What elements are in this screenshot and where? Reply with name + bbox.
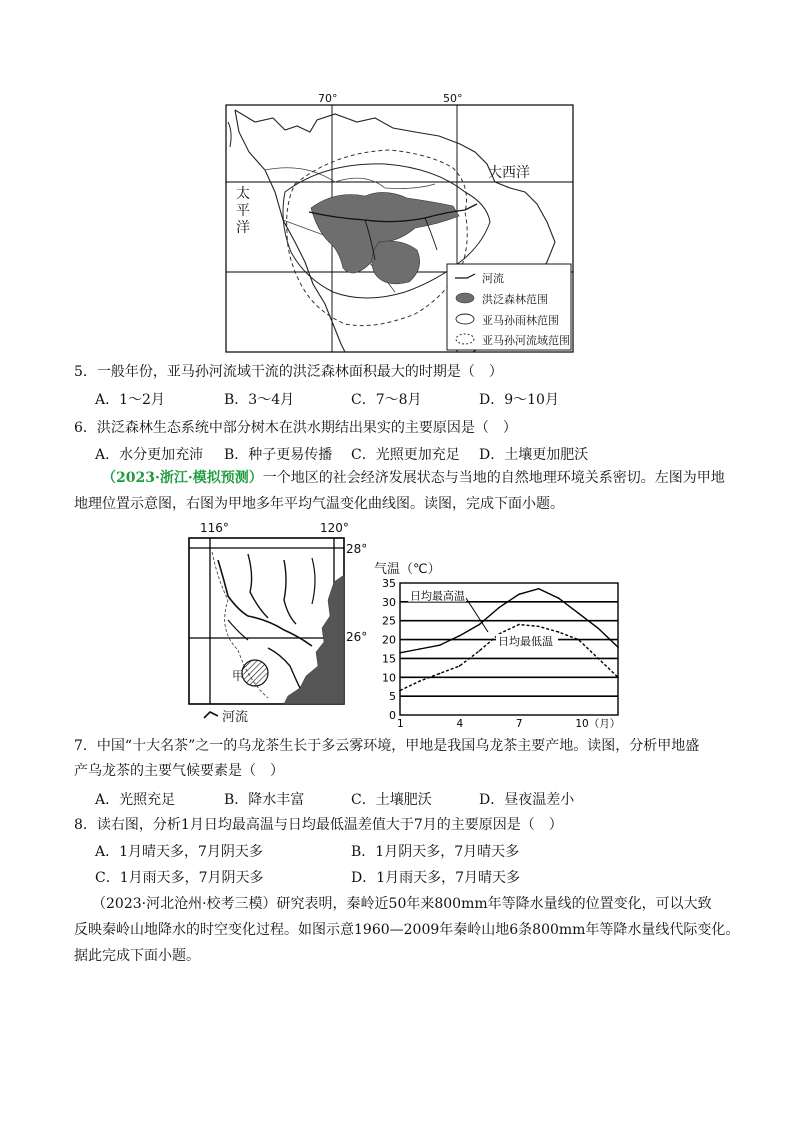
min-temp-point [439,673,441,675]
q8-option-c[interactable]: C．1月雨天多，7月阴天多 [95,870,264,886]
q5-option-a[interactable]: A．1～2月 [95,392,165,408]
q7-stem-line1: 7．中国“十大名茶”之一的乌龙茶生长于多云雾环境，甲地是我国乌龙茶主要产地。读图，分析甲地盛 [74,738,700,754]
chart-ytick-label: 35 [382,577,396,590]
max-temp-point [518,594,520,596]
map2-lat-28: 28° [346,542,368,556]
map1-legend-river: 河流 [482,272,504,285]
chart-ytick-label: 10 [382,671,396,685]
map2-lon-120: 120° [320,521,349,535]
q5-option-d[interactable]: D．9～10月 [479,392,559,408]
q5-option-b[interactable]: B．3～4月 [224,392,295,408]
map2-lon-116: 116° [200,521,229,535]
max-temp-point [419,648,421,650]
q5-option-c[interactable]: C．7～8月 [351,392,422,408]
q8-option-a[interactable]: A．1月晴天多，7月阴天多 [95,844,263,860]
min-temp-point [419,680,421,682]
q7-option-c[interactable]: C．土壤肥沃 [351,792,432,808]
min-temp-point [478,650,480,652]
q8-stem: 8．读右图，分析1月日均最高温与日均最低温差值大于7月的主要原因是（ ） [74,817,563,833]
q6-stem: 6．洪泛森林生态系统中部分树木在洪水期结出果实的主要原因是（ ） [74,420,517,436]
q7-option-d[interactable]: D．昼夜温差小 [479,792,575,808]
q8-option-b[interactable]: B．1月阴天多，7月晴天多 [351,844,520,860]
q7-option-a[interactable]: A．光照充足 [95,792,176,808]
q7-option-b[interactable]: B．降水丰富 [224,792,305,808]
series-label-max-temp: 日均最高温 [410,589,465,603]
chart-xtick-label: 1 [397,718,404,730]
temperature-chart [370,575,630,730]
chart-ytick-label: 25 [382,614,396,628]
q8-option-d[interactable]: D．1月雨天多，7月晴天多 [351,870,521,886]
q5-stem: 5．一般年份，亚马孙河流域干流的洪泛森林面积最大的时期是（ ） [74,364,503,380]
map1-pacific-label: 太 平 洋 [236,186,250,236]
map1-lon-50: 50° [443,92,463,105]
q6-option-b[interactable]: B．种子更易传播 [224,447,333,463]
chart-xtick-label: 10（月） [575,718,621,730]
max-temp-point [459,635,461,637]
chart-ytick-label: 5 [389,690,396,704]
min-temp-point [597,658,599,660]
q6-option-d[interactable]: D．土壤更加肥沃 [479,447,589,463]
map2-place-label: 甲 [232,669,245,683]
chart-plot-frame [400,583,618,715]
q6-option-c[interactable]: C．光照更加充足 [351,447,460,463]
chart-ytick-label: 20 [382,633,396,647]
intro2-source: （2023·浙江·模拟预测） [102,470,263,486]
chart-ylabel: 气温（℃） [374,562,441,577]
map1-legend-rainforest: 亚马孙雨林范围 [482,314,559,327]
max-temp-point [498,607,500,609]
series-label-min-temp: 日均最低温 [498,634,553,648]
min-temp-point [538,626,540,628]
map2-legend-river: 河流 [222,710,249,725]
min-temp-point [578,639,580,641]
min-temp-point [459,665,461,667]
max-temp-point [439,644,441,646]
map1-legend-basin: 亚马孙河流域范围 [482,334,570,347]
intro3-source: （2023·河北沧州·校考三模） [92,896,277,912]
intro3-paragraph: （2023·河北沧州·校考三模）研究表明，秦岭近50年来800mm年等降水量线的位置变化，可以大致 反映秦岭山地降水的时空变化过程。如图示意1960—2009年秦岭山地6条800mm年等降水量线代际变化。 据此完成下面小题。 [74,896,740,964]
max-temp-point [558,597,560,599]
q7-stem-line2: 产乌龙茶的主要气候要素是（ ） [74,763,284,779]
min-temp-point [558,631,560,633]
max-temp-point [478,624,480,626]
max-temp-point [617,646,619,648]
chart-ytick-label: 0 [389,709,396,722]
fujian-map [188,520,360,724]
map1-atlantic-label: 大西洋 [488,165,530,181]
max-temp-point [399,652,401,654]
chart-ytick-label: 15 [382,652,396,666]
max-temp-point [538,588,540,590]
min-temp-point [518,624,520,626]
max-temp-point [597,627,599,629]
chart-ytick-label: 30 [382,595,396,609]
min-temp-point [399,690,401,692]
map1-legend-flood: 洪泛森林范围 [482,293,548,306]
map1-lon-70: 70° [318,92,338,105]
q6-option-a[interactable]: A．水分更加充沛 [95,447,204,463]
map2-lat-26: 26° [346,630,368,644]
min-temp-point [617,676,619,678]
max-temp-point [578,612,580,614]
intro2-paragraph: （2023·浙江·模拟预测）一个地区的社会经济发展状态与当地的自然地理环境关系密切。左图为甲地 地理位置示意图，右图为甲地多年平均气温变化曲线图。读图，完成下面小题。 [74,470,725,512]
series-label-leader [466,598,488,632]
chart-xtick-label: 7 [515,718,523,730]
chart-xtick-label: 4 [456,718,464,730]
